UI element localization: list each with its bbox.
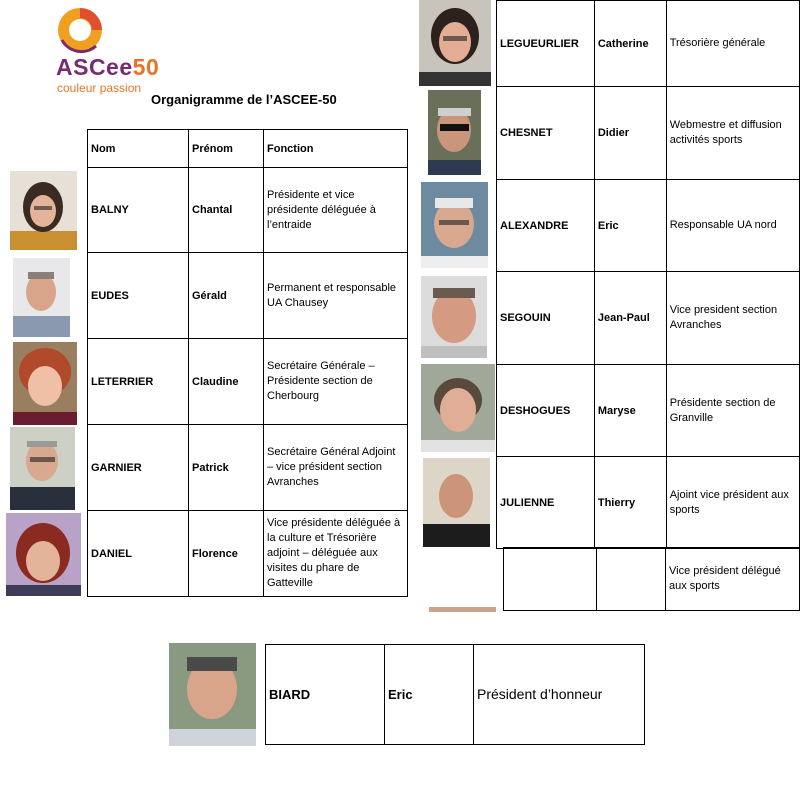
table-row <box>88 511 408 597</box>
cell-prenom: Jean-Paul <box>594 272 666 365</box>
logo-mark <box>56 6 104 54</box>
photo-balny <box>10 171 77 250</box>
photo-julienne <box>423 458 490 547</box>
cell-fonction: Webmestre et diffusion activités sports <box>666 87 799 180</box>
cell-fonction: Secrétaire Générale – Présidente section de Cherbourg <box>264 339 408 425</box>
table-row <box>497 457 800 549</box>
logo-wordmark <box>56 54 159 81</box>
cell-nom: BALNY <box>88 168 189 253</box>
page-title: Organigramme de l’ASCEE-50 <box>151 92 337 107</box>
photo-segouin <box>421 276 487 358</box>
table-row <box>88 425 408 511</box>
photo-garnier <box>10 427 75 510</box>
cell-nom: LEGUEURLIER <box>497 1 595 87</box>
cell-fonction: Président d’honneur <box>474 645 645 745</box>
cell-prenom: Maryse <box>594 365 666 457</box>
cell-fonction: Présidente et vice présidente déléguée à l’entraide <box>264 168 408 253</box>
photo-alexandre <box>421 182 488 268</box>
cell-nom: LETERRIER <box>88 339 189 425</box>
logo-name-suffix: 50 <box>132 54 160 80</box>
cell-prenom: Chantal <box>189 168 264 253</box>
header-prenom: Prénom <box>189 130 264 168</box>
cell-nom: BIARD <box>266 645 385 745</box>
table-row <box>497 1 800 87</box>
cell-prenom: Gérald <box>189 253 264 339</box>
cell-nom: DANIEL <box>88 511 189 597</box>
cell-prenom-empty <box>597 548 666 611</box>
table-row <box>88 339 408 425</box>
cell-nom: SEGOUIN <box>497 272 595 365</box>
cell-fonction: Vice president section Avranches <box>666 272 799 365</box>
table-row <box>497 180 800 272</box>
cell-prenom: Florence <box>189 511 264 597</box>
cell-prenom: Thierry <box>594 457 666 549</box>
cell-nom: DESHOGUES <box>497 365 595 457</box>
table-header-row <box>88 130 408 168</box>
cell-nom: JULIENNE <box>497 457 595 549</box>
right-organigram-table <box>496 0 800 549</box>
cell-prenom: Patrick <box>189 425 264 511</box>
table-row <box>497 87 800 180</box>
header-fonction: Fonction <box>264 130 408 168</box>
table-row <box>266 645 645 745</box>
cell-fonction: Permanent et responsable UA Chausey <box>264 253 408 339</box>
cell-nom: GARNIER <box>88 425 189 511</box>
cell-nom: EUDES <box>88 253 189 339</box>
cell-fonction: Vice présidente déléguée à la culture et Trésorière adjoint – déléguée aux visites du phare de Gatteville <box>264 511 408 597</box>
photo-leterrier <box>13 342 77 425</box>
header-nom: Nom <box>88 130 189 168</box>
cell-prenom: Eric <box>385 645 474 745</box>
photo-chesnet <box>428 90 481 175</box>
cell-nom: CHESNET <box>497 87 595 180</box>
table-row <box>497 365 800 457</box>
cell-fonction: Vice président délégué aux sports <box>666 548 800 611</box>
photo-daniel <box>6 513 81 596</box>
logo-tagline: couleur passion <box>57 81 142 95</box>
cell-fonction: Ajoint vice président aux sports <box>666 457 799 549</box>
photo-deshogues <box>421 364 495 452</box>
left-organigram-table <box>87 129 408 597</box>
table-row <box>88 253 408 339</box>
cell-nom-empty <box>504 548 597 611</box>
table-row <box>504 548 800 611</box>
cell-fonction: Présidente section de Granville <box>666 365 799 457</box>
honorary-table <box>265 644 645 745</box>
cell-prenom: Eric <box>594 180 666 272</box>
photo-legueurlier <box>419 0 491 86</box>
photo-biard <box>169 643 256 746</box>
logo-name-prefix: ASCee <box>56 54 133 80</box>
cell-fonction: Responsable UA nord <box>666 180 799 272</box>
table-row <box>497 272 800 365</box>
cell-fonction: Trésorière générale <box>666 1 799 87</box>
photo-eudes <box>13 258 70 337</box>
extra-row-table <box>503 547 800 611</box>
photo-fragment <box>429 607 496 612</box>
cell-fonction: Secrétaire Général Adjoint – vice président section Avranches <box>264 425 408 511</box>
cell-prenom: Catherine <box>594 1 666 87</box>
cell-prenom: Didier <box>594 87 666 180</box>
table-row <box>88 168 408 253</box>
cell-nom: ALEXANDRE <box>497 180 595 272</box>
cell-prenom: Claudine <box>189 339 264 425</box>
